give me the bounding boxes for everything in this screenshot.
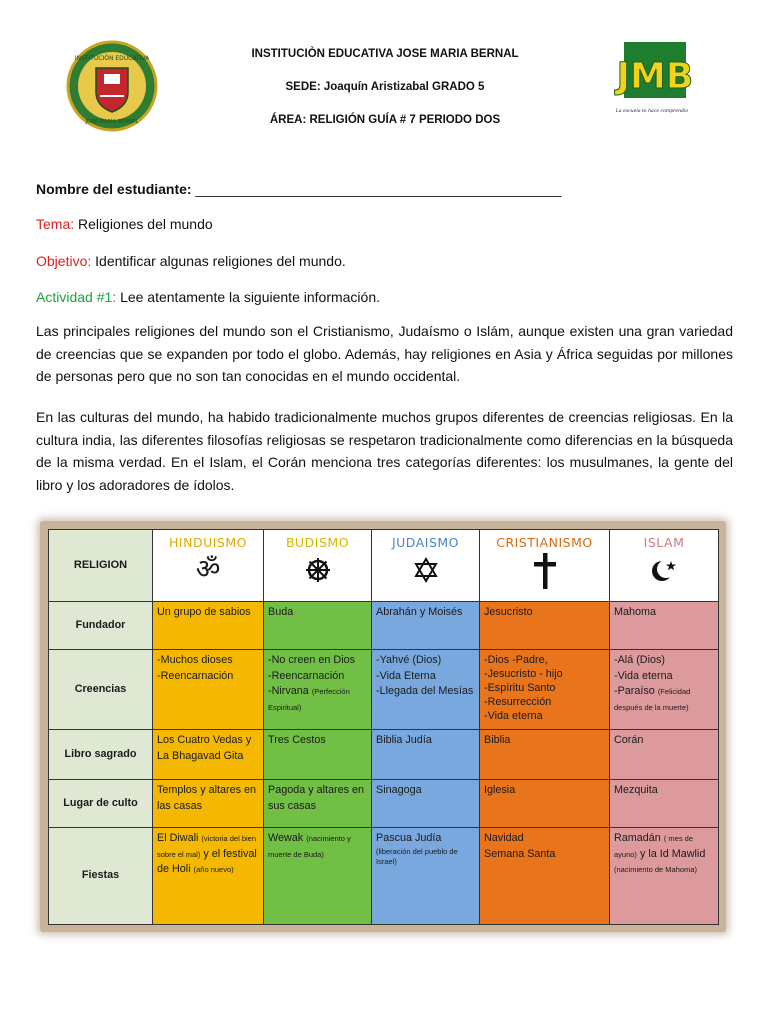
paragraph-2: En las culturas del mundo, ha habido tradicionalmente muchos grupos diferentes de creencias religiosas. En la cultura india, las diferentes filosofías religiosas se respetaron tradicionalmente como diferencias en la búsqueda de la misma verdad. En el Islam, el Corán menciona tres categorías diferentes: los musulmanes, la gente del libro y los adoradores de ídolos. bbox=[36, 409, 733, 493]
om-icon: ॐ bbox=[195, 553, 221, 585]
row-label-creencias: Creencias bbox=[49, 650, 153, 730]
logo-left-top-text: INSTITUCIÓN EDUCATIVA bbox=[74, 55, 150, 62]
tema-value: Religiones del mundo bbox=[78, 216, 213, 232]
cross-icon bbox=[532, 553, 558, 589]
list-item: -No creen en Dios bbox=[268, 654, 356, 666]
header-budismo bbox=[264, 530, 372, 602]
list-item: -Vida Eterna bbox=[376, 669, 436, 682]
creencias-islam bbox=[610, 650, 719, 730]
row-label-religion: RELIGION bbox=[49, 530, 153, 602]
crescent-star-icon bbox=[649, 555, 679, 585]
fiesta-id-mawlid-note: (nacimiento de Mahoma) bbox=[614, 865, 697, 874]
creencias-judaismo bbox=[372, 650, 480, 730]
list-item: -Reencarnación bbox=[157, 669, 234, 682]
fiesta-wewak: Wewak bbox=[268, 832, 304, 844]
fundador-row bbox=[49, 602, 719, 650]
creencias-cristianismo bbox=[480, 650, 610, 730]
religion-name-islam: ISLAM bbox=[643, 535, 685, 550]
fiesta-holi: y el festival de Holi bbox=[157, 847, 257, 875]
list-item: -Alá (Dios) bbox=[614, 654, 665, 666]
header-islam bbox=[610, 530, 719, 602]
header-cristianismo bbox=[480, 530, 610, 602]
lugar-row bbox=[49, 780, 719, 828]
fundador-judaismo: Abrahán y Moisés bbox=[372, 602, 480, 650]
religion-name-cristianismo: CRISTIANISMO bbox=[496, 535, 593, 550]
list-item: -Resurrección bbox=[484, 696, 552, 708]
lugar-judaismo: Sinagoga bbox=[372, 780, 480, 828]
libro-judaismo: Biblia Judía bbox=[372, 730, 480, 780]
row-label-fiestas: Fiestas bbox=[49, 828, 153, 925]
lugar-cristianismo: Iglesia bbox=[480, 780, 610, 828]
jmb-letters: JMB bbox=[616, 56, 692, 97]
fiestas-cristianismo bbox=[480, 828, 610, 925]
actividad-row bbox=[36, 289, 380, 305]
fiesta-navidad: Navidad bbox=[484, 832, 524, 844]
list-item: -Jesucristo - hijo bbox=[484, 668, 563, 680]
list-item: -Llegada del Mesías bbox=[376, 685, 474, 697]
lugar-hinduismo: Templos y altares en las casas bbox=[153, 780, 264, 828]
list-item: -Vida eterna bbox=[484, 710, 543, 722]
fiestas-row bbox=[49, 828, 719, 925]
religion-name-judaismo: JUDAISMO bbox=[391, 535, 460, 550]
fiesta-pascua: Pascua Judía bbox=[376, 832, 442, 844]
list-item: -Dios -Padre, bbox=[484, 654, 548, 666]
fiestas-budismo bbox=[264, 828, 372, 925]
tema-row bbox=[36, 216, 213, 232]
header-hinduismo bbox=[153, 530, 264, 602]
religion-header-row bbox=[49, 530, 719, 602]
fiesta-pascua-note: (liberación del pueblo de Israel) bbox=[376, 846, 458, 866]
list-item: -Yahvé (Dios) bbox=[376, 654, 442, 666]
list-item: -Vida eterna bbox=[614, 669, 673, 682]
objetivo-label: Objetivo: bbox=[36, 253, 92, 269]
fiesta-diwali-note: (victoria del bien sobre el mal) bbox=[157, 834, 257, 859]
libro-budismo: Tres Cestos bbox=[264, 730, 372, 780]
libro-row bbox=[49, 730, 719, 780]
fiesta-holi-note: (año nuevo) bbox=[193, 865, 234, 874]
objetivo-value: Identificar algunas religiones del mundo. bbox=[95, 253, 346, 269]
fundador-hinduismo: Un grupo de sabios bbox=[153, 602, 264, 650]
sede-line: SEDE: Joaquín Aristizabal GRADO 5 bbox=[285, 81, 485, 93]
creencias-row bbox=[49, 650, 719, 730]
religion-name-hinduismo: HINDUISMO bbox=[169, 535, 247, 550]
list-item bbox=[614, 684, 714, 715]
fiestas-judaismo bbox=[372, 828, 480, 925]
tema-label: Tema: bbox=[36, 216, 75, 232]
list-item: -Reencarnación bbox=[268, 669, 345, 682]
religions-table bbox=[48, 529, 719, 925]
fundador-budismo: Buda bbox=[264, 602, 372, 650]
header-judaismo bbox=[372, 530, 480, 602]
religion-name-budismo: BUDISMO bbox=[285, 535, 350, 550]
objetivo-row bbox=[36, 253, 346, 269]
dharma-wheel-icon bbox=[304, 556, 332, 584]
paraiso-note: (Felicidad después de la muerte) bbox=[614, 687, 691, 712]
institution-name: INSTITUCIÒN EDUCATIVA JOSE MARIA BERNAL bbox=[251, 48, 519, 60]
fundador-cristianismo: Jesucristo bbox=[480, 602, 610, 650]
school-shield-logo bbox=[66, 40, 158, 132]
area-line: ÁREA: RELIGIÓN GUÍA # 7 PERIODO DOS bbox=[269, 114, 501, 126]
fiesta-id-mawlid: y la Id Mawlid bbox=[639, 847, 706, 860]
fiesta-diwali: El Diwali bbox=[157, 832, 199, 844]
nirvana-text: -Nirvana bbox=[268, 685, 309, 697]
row-label-fundador: Fundador bbox=[49, 602, 153, 650]
row-label-lugar: Lugar de culto bbox=[49, 780, 153, 828]
logo-left-bottom-text: JOSÉ MARÍA BERNAL bbox=[85, 119, 139, 125]
student-name-label: Nombre del estudiante: bbox=[36, 181, 192, 197]
jmb-logo bbox=[610, 38, 692, 118]
actividad-label: Actividad #1: bbox=[36, 289, 117, 305]
actividad-value: Lee atentamente la siguiente información. bbox=[120, 289, 381, 305]
paraiso-text: -Paraíso bbox=[614, 685, 655, 697]
fiestas-hinduismo bbox=[153, 828, 264, 925]
star-of-david-icon bbox=[412, 556, 440, 584]
fundador-islam: Mahoma bbox=[610, 602, 719, 650]
jmb-slogan: La escuela te hace comprendio bbox=[615, 109, 689, 114]
creencias-hinduismo bbox=[153, 650, 264, 730]
row-label-libro: Libro sagrado bbox=[49, 730, 153, 780]
fiesta-ramadan: Ramadán bbox=[614, 832, 661, 844]
lugar-islam: Mezquita bbox=[610, 780, 719, 828]
lugar-budismo: Pagoda y altares en sus casas bbox=[264, 780, 372, 828]
fiesta-wewak-note: (nacimiento y muerte de Buda) bbox=[268, 834, 351, 859]
libro-cristianismo: Biblia bbox=[480, 730, 610, 780]
fiesta-semana-santa: Semana Santa bbox=[484, 847, 556, 860]
list-item: -Espíritu Santo bbox=[484, 682, 556, 694]
list-item: -Muchos dioses bbox=[157, 654, 233, 666]
student-name-row bbox=[36, 181, 561, 197]
fiesta-ramadan-note: ( mes de ayuno) bbox=[614, 834, 694, 859]
list-item bbox=[268, 684, 367, 715]
student-name-blank: _______________________________________________ bbox=[195, 181, 562, 197]
nirvana-note: (Perfección Espiritual) bbox=[268, 687, 350, 712]
libro-hinduismo: Los Cuatro Vedas y La Bhagavad Gita bbox=[153, 730, 264, 780]
paragraph-1: Las principales religiones del mundo son el Cristianismo, Judaísmo o Islám, aunque existen una gran variedad de creencias que se expanden por todo el globo. Además, hay religiones en Asia y África seguidas por millones de personas pero que no son tan conocidas en el mundo occidental. bbox=[36, 323, 733, 384]
fiestas-islam bbox=[610, 828, 719, 925]
creencias-budismo bbox=[264, 650, 372, 730]
libro-islam: Corán bbox=[610, 730, 719, 780]
